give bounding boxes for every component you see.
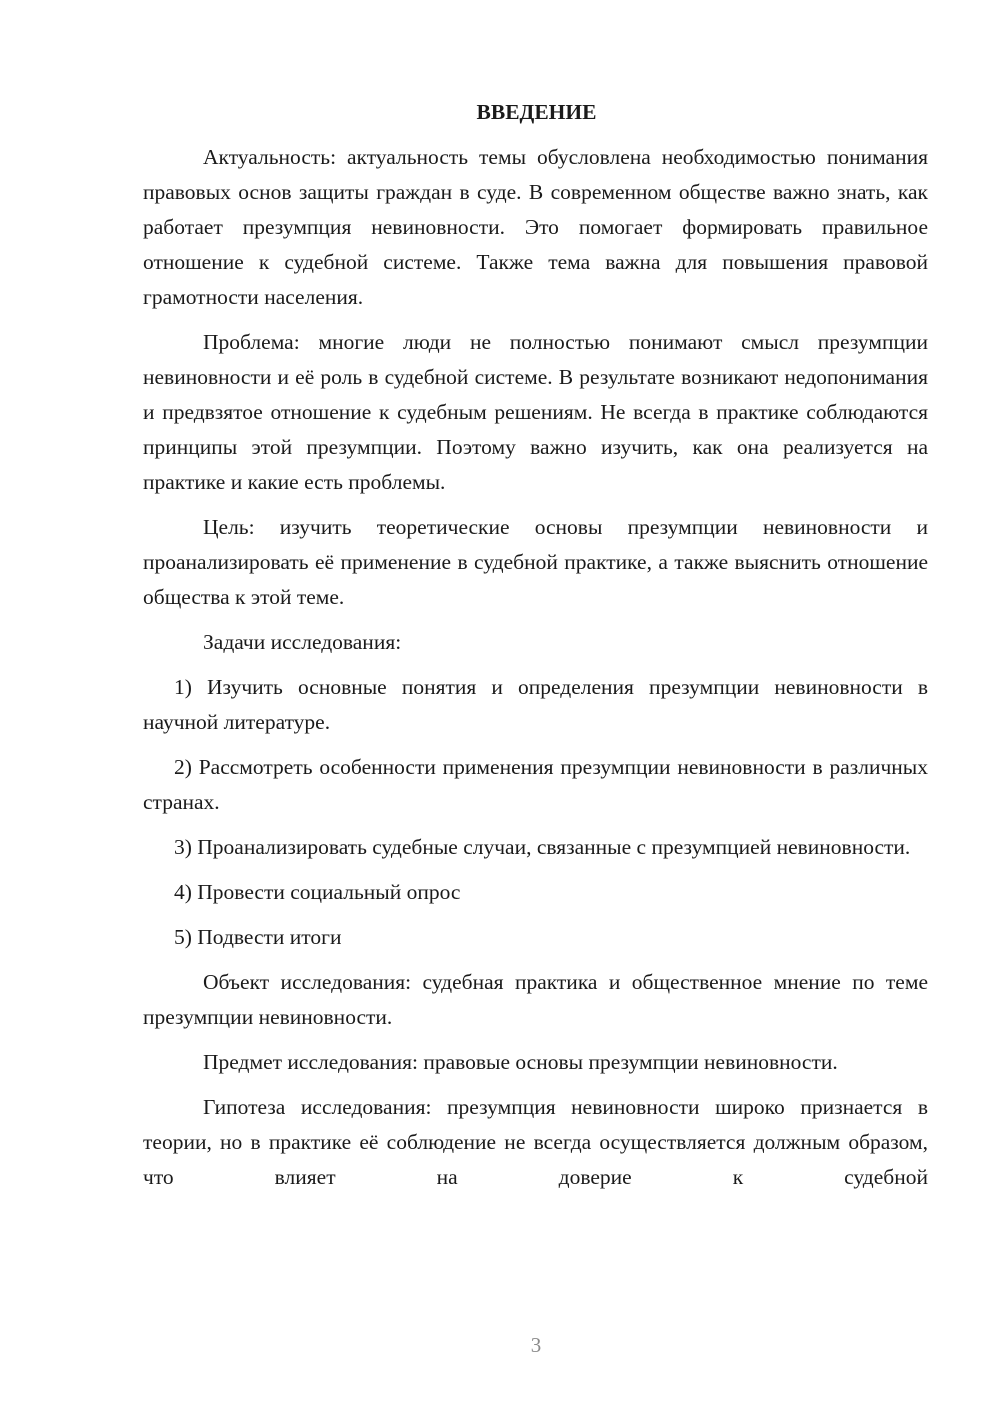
problem-paragraph: Проблема: многие люди не полностью понимают смысл презумпции невиновности и её роль в судебной системе. В результате возникают недопонимания и предвзятое отношение к судебным решениям. Не всегда в практике соблюдаются принципы этой презумпции. Поэтому важно изучить, как она реализуется на практике и какие есть проблемы.	[143, 330, 928, 494]
hypothesis-paragraph: Гипотеза исследования: презумпция невиновности широко признается в теории, но в практике её соблюдение не всегда осуществляется должным образом, что влияет на доверие к судебной	[143, 1095, 928, 1189]
page-number: 3	[530, 1333, 542, 1357]
goal-paragraph: Цель: изучить теоретические основы презумпции невиновности и проанализировать её применение в судебной практике, а также выяснить отношение общества к этой теме.	[143, 515, 928, 609]
task-item-5: 5) Подвести итоги	[174, 925, 342, 949]
task-item-1: 1) Изучить основные понятия и определения презумпции невиновности в научной литературе.	[143, 675, 928, 734]
task-item-2: 2) Рассмотреть особенности применения презумпции невиновности в различных странах.	[143, 755, 928, 814]
subject-paragraph: Предмет исследования: правовые основы презумпции невиновности.	[203, 1050, 838, 1074]
tasks-title: Задачи исследования:	[203, 630, 402, 654]
page-content	[143, 95, 928, 1205]
task-item-3: 3) Проанализировать судебные случаи, связанные с презумпцией невиновности.	[174, 835, 911, 859]
object-paragraph: Объект исследования: судебная практика и общественное мнение по теме презумпции невиновности.	[143, 970, 928, 1029]
task-item-4: 4) Провести социальный опрос	[174, 880, 461, 904]
section-heading: ВВЕДЕНИЕ	[476, 100, 597, 124]
relevance-paragraph: Актуальность: актуальность темы обусловлена необходимостью понимания правовых основ защиты граждан в суде. В современном обществе важно знать, как работает презумпция невиновности. Это помогает формировать правильное отношение к судебной системе. Также тема важна для повышения правовой грамотности населения.	[143, 145, 928, 309]
